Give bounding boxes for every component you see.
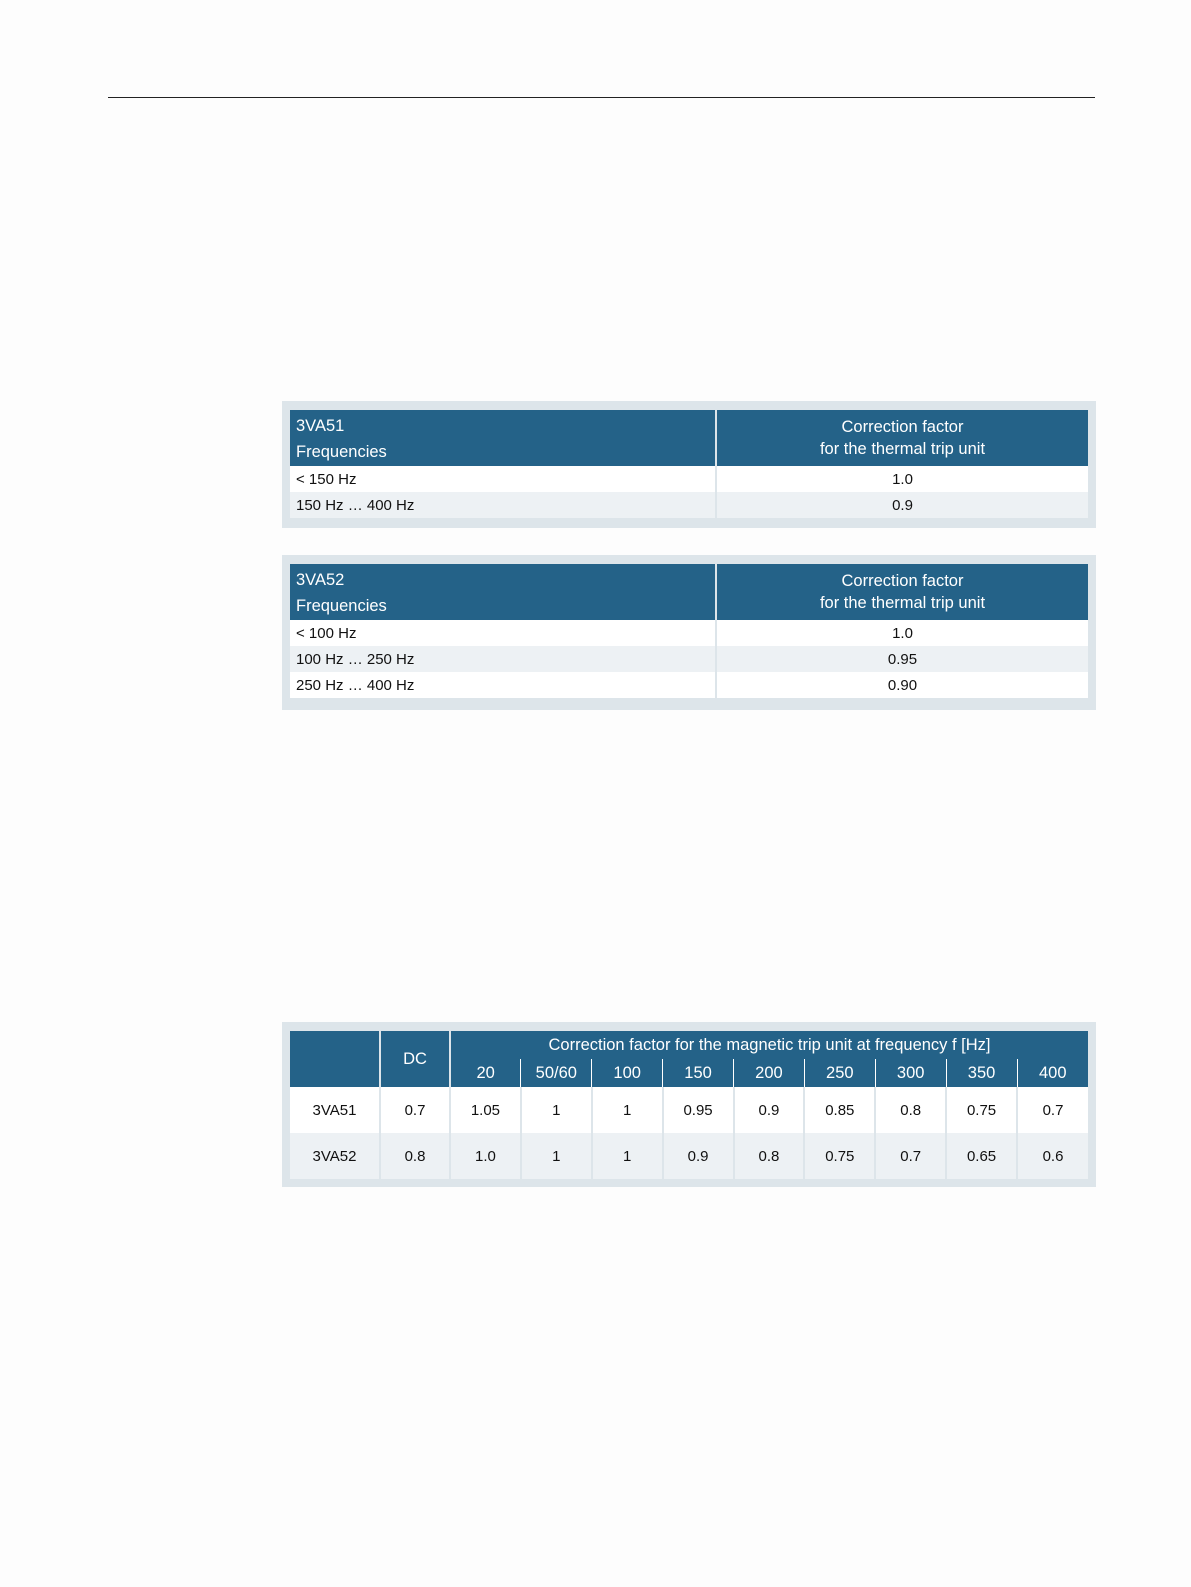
header-model-frequencies — [290, 564, 716, 620]
cell-value: 0.9 — [734, 1087, 805, 1133]
header-correction-factor — [716, 564, 1088, 620]
cell-value: 1 — [592, 1133, 663, 1179]
row-model: 3VA51 — [290, 1087, 380, 1133]
header-cf-line2: for the thermal trip unit — [819, 440, 986, 458]
header-freq-150: 150 — [663, 1059, 734, 1087]
header-freq-50-60: 50/60 — [521, 1059, 592, 1087]
table-row — [290, 1087, 1088, 1133]
table-row — [290, 646, 1088, 672]
row-frequency: 100 Hz … 250 Hz — [290, 646, 716, 672]
cell-value: 0.85 — [804, 1087, 875, 1133]
table-3va52-panel — [282, 555, 1096, 710]
row-frequency: 250 Hz … 400 Hz — [290, 672, 716, 698]
header-rule — [108, 97, 1095, 98]
row-correction: 1.0 — [716, 620, 1088, 646]
table-3va51 — [290, 410, 1088, 518]
header-cf-line1: Correction factor — [841, 572, 964, 590]
cell-value: 0.65 — [946, 1133, 1017, 1179]
header-freq-250: 250 — [804, 1059, 875, 1087]
header-model-frequencies — [290, 410, 716, 466]
header-freq-400: 400 — [1017, 1059, 1088, 1087]
cell-value: 0.9 — [663, 1133, 734, 1179]
header-correction-factor — [716, 410, 1088, 466]
header-freq-20: 20 — [450, 1059, 521, 1087]
row-frequency: < 100 Hz — [290, 620, 716, 646]
cell-value: 1 — [521, 1133, 592, 1179]
table-row — [290, 492, 1088, 518]
table-magnetic — [290, 1031, 1088, 1179]
table-3va52 — [290, 564, 1088, 698]
table-magnetic-panel — [282, 1022, 1096, 1187]
header-cf-line1: Correction factor — [841, 418, 964, 436]
header-frequencies: Frequencies — [296, 597, 387, 615]
table-row — [290, 620, 1088, 646]
cell-value: 0.8 — [875, 1087, 946, 1133]
cell-value: 1.0 — [450, 1133, 521, 1179]
header-blank — [290, 1031, 380, 1087]
cell-value: 1.05 — [450, 1087, 521, 1133]
header-model: 3VA51 — [296, 417, 345, 435]
table-row — [290, 672, 1088, 698]
row-frequency: 150 Hz … 400 Hz — [290, 492, 716, 518]
header-freq-350: 350 — [946, 1059, 1017, 1087]
header-cf-line2: for the thermal trip unit — [819, 594, 986, 612]
table-3va51-panel — [282, 401, 1096, 528]
row-dc: 0.8 — [380, 1133, 450, 1179]
row-correction: 0.9 — [716, 492, 1088, 518]
table-row — [290, 1133, 1088, 1179]
row-correction: 0.90 — [716, 672, 1088, 698]
cell-value: 0.7 — [1017, 1087, 1088, 1133]
row-correction: 1.0 — [716, 466, 1088, 492]
cell-value: 0.75 — [946, 1087, 1017, 1133]
header-freq-100: 100 — [592, 1059, 663, 1087]
row-frequency: < 150 Hz — [290, 466, 716, 492]
cell-value: 0.7 — [875, 1133, 946, 1179]
row-correction: 0.95 — [716, 646, 1088, 672]
cell-value: 1 — [592, 1087, 663, 1133]
cell-value: 1 — [521, 1087, 592, 1133]
header-frequencies: Frequencies — [296, 443, 387, 461]
cell-value: 0.95 — [663, 1087, 734, 1133]
header-model: 3VA52 — [296, 571, 345, 589]
row-model: 3VA52 — [290, 1133, 380, 1179]
header-dc: DC — [380, 1031, 450, 1087]
cell-value: 0.6 — [1017, 1133, 1088, 1179]
cell-value: 0.75 — [804, 1133, 875, 1179]
cell-value: 0.8 — [734, 1133, 805, 1179]
header-freq-300: 300 — [875, 1059, 946, 1087]
header-magnetic-span: Correction factor for the magnetic trip unit at frequency f [Hz] — [450, 1031, 1088, 1059]
header-freq-200: 200 — [734, 1059, 805, 1087]
row-dc: 0.7 — [380, 1087, 450, 1133]
table-row — [290, 466, 1088, 492]
